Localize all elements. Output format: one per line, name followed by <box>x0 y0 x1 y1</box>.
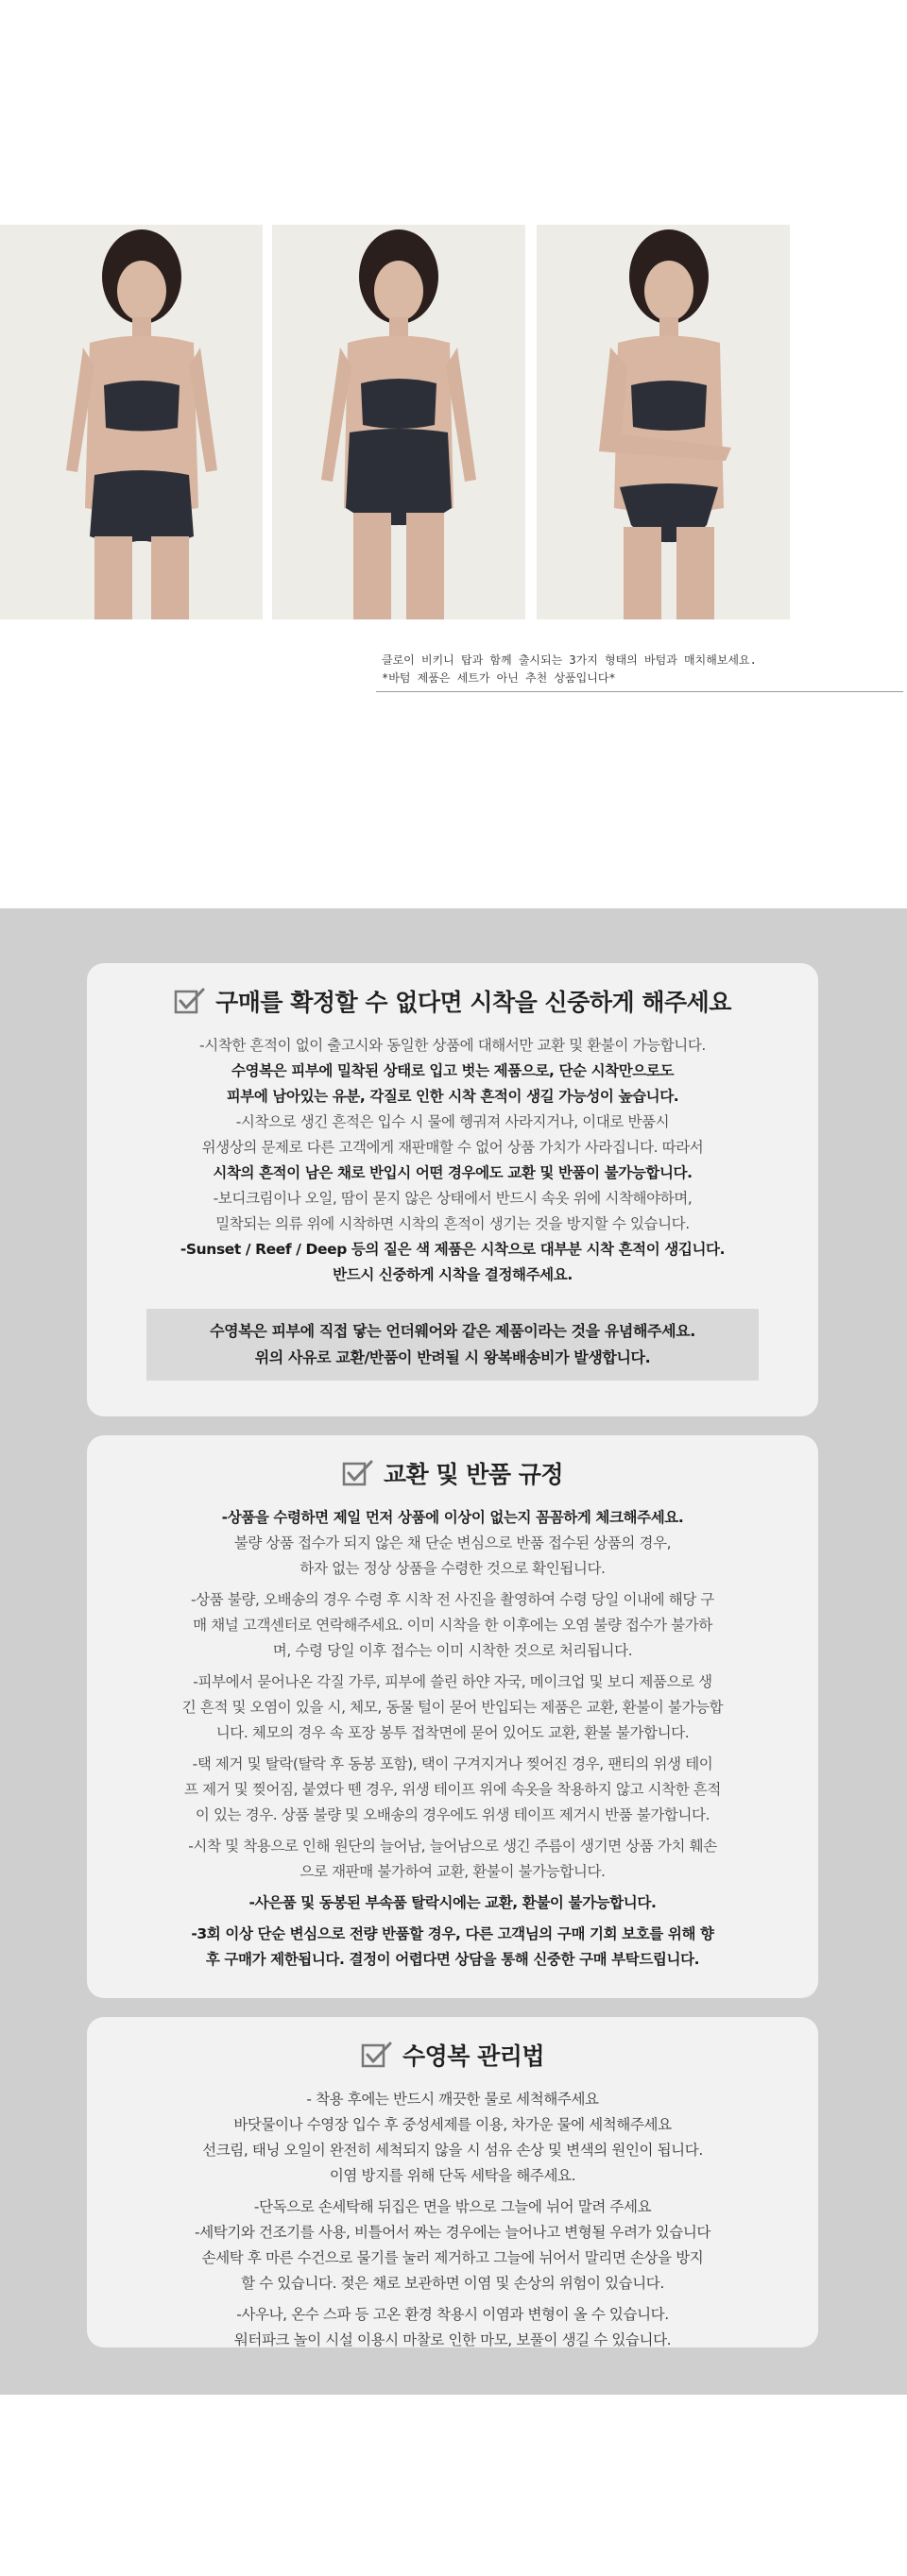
model-photo-boyshort <box>0 225 263 619</box>
care-guide-card <box>87 2017 818 2347</box>
policy-line: -사은품 및 동봉된 부속품 탈락시에는 교환, 환불이 불가능합니다. <box>248 1894 657 1911</box>
trial-line: -보디크림이나 오일, 땀이 묻지 않은 상태에서 반드시 속옷 위에 시착해야하며, <box>213 1190 693 1207</box>
policy-line: 으로 재판매 불가하여 교환, 환불이 불가능합니다. <box>299 1863 606 1880</box>
trial-line: 피부에 남아있는 유분, 각질로 인한 시착 흔적이 생길 가능성이 높습니다. <box>226 1088 679 1105</box>
care-guide-title: 수영복 관리법 <box>402 2042 545 2070</box>
return-policy-card <box>87 1435 818 1998</box>
caption-line-2: *바텀 제품은 세트가 아닌 추천 상품입니다* <box>382 671 616 685</box>
caption-line-1: 클로이 비키니 탑과 함께 출시되는 3가지 형태의 바텀과 매치해보세요. <box>382 653 757 667</box>
trial-line: -시착으로 생긴 흔적은 입수 시 물에 헹궈져 사라지거나, 이대로 반품시 <box>235 1113 670 1130</box>
trial-line: -Sunset / Reef / Deep 등의 짙은 색 제품은 시착으로 대부분 시착 흔적이 생깁니다. <box>180 1241 726 1258</box>
care-line: 이염 방지를 위해 단독 세탁을 해주세요. <box>329 2167 576 2184</box>
model-photo-highwaist <box>272 225 525 619</box>
trial-notice-title: 구매를 확정할 수 없다면 시착을 신중하게 해주세요 <box>215 989 731 1016</box>
caption-divider <box>376 691 903 692</box>
policy-line: 며, 수령 당일 이후 접수는 이미 시착한 것으로 처리됩니다. <box>272 1642 633 1659</box>
return-policy-title: 교환 및 반품 규정 <box>383 1461 564 1488</box>
care-line: 할 수 있습니다. 젖은 채로 보관하면 이염 및 손상의 위험이 있습니다. <box>241 2275 664 2292</box>
model-photo-brief <box>537 225 790 619</box>
trial-highlight-box <box>146 1309 759 1381</box>
highlight-line-2: 위의 사유로 교환/반품이 반려될 시 왕복배송비가 발생합니다. <box>254 1348 651 1366</box>
care-line: 선크림, 태닝 오일이 완전히 세척되지 않을 시 섬유 손상 및 변색의 원인이 됩니다. <box>202 2142 703 2159</box>
return-policy-title-row <box>87 1456 818 1490</box>
policy-line: 긴 흔적 및 오염이 있을 시, 체모, 동물 털이 묻어 반입되는 제품은 교환, 환불이 불가능합 <box>181 1699 724 1716</box>
trial-line: 수영복은 피부에 밀착된 상태로 입고 벗는 제품으로, 단순 시착만으로도 <box>231 1062 675 1079</box>
policy-line: -상품 불량, 오배송의 경우 수령 후 시착 전 사진을 촬영하여 수령 당일 이내에 해당 구 <box>190 1591 714 1608</box>
care-guide-title-row <box>87 2038 818 2072</box>
photo-caption <box>382 652 903 687</box>
policy-line: -택 제거 및 탈락(탈락 후 동봉 포함), 택이 구겨지거나 찢어진 경우, 팬티의 위생 테이 <box>192 1755 713 1772</box>
policy-line: 니다. 체모의 경우 속 포장 봉투 접착면에 묻어 있어도 교환, 환불 불가합니다. <box>215 1724 690 1741</box>
care-guide-body <box>87 2087 818 2353</box>
trial-notice-card <box>87 963 818 1416</box>
policy-line: 후 구매가 제한됩니다. 결정이 어렵다면 상담을 통해 신중한 구매 부탁드립니다. <box>205 1951 700 1968</box>
policy-line: 프 제거 및 찢어짐, 붙였다 뗀 경우, 위생 테이프 위에 속옷을 착용하지 않고 시착한 흔적 <box>184 1781 721 1798</box>
policy-line: -상품을 수령하면 제일 먼저 상품에 이상이 없는지 꼼꼼하게 체크해주세요. <box>221 1509 684 1526</box>
trial-notice-title-row <box>87 984 818 1018</box>
model-photo-row <box>0 225 790 619</box>
care-line: 워터파크 놀이 시설 이용시 마찰로 인한 마모, 보풀이 생길 수 있습니다. <box>233 2331 672 2348</box>
trial-line: 반드시 신중하게 시착을 결정해주세요. <box>333 1266 573 1283</box>
care-line: -세탁기와 건조기를 사용, 비틀어서 짜는 경우에는 늘어나고 변형될 우려가 있습니다 <box>195 2224 710 2241</box>
highlight-line-1: 수영복은 피부에 직접 닿는 언더웨어와 같은 제품이라는 것을 유념해주세요. <box>210 1322 695 1340</box>
return-policy-body <box>87 1505 818 1973</box>
trial-notice-body <box>87 1033 818 1288</box>
trial-line: 위생상의 문제로 다른 고객에게 재판매할 수 없어 상품 가치가 사라집니다. 따라서 <box>201 1139 704 1156</box>
care-line: - 착용 후에는 반드시 깨끗한 물로 세척해주세요 <box>306 2091 599 2108</box>
checkbox-check-icon <box>174 987 206 1015</box>
policy-line: 불량 상품 접수가 되지 않은 채 단순 변심으로 반품 접수된 상품의 경우, <box>233 1534 672 1551</box>
policy-line: 하자 없는 정상 상품을 수령한 것으로 확인됩니다. <box>299 1560 606 1577</box>
checkbox-check-icon <box>342 1459 374 1487</box>
trial-line: 밀착되는 의류 위에 시착하면 시착의 흔적이 생기는 것을 방지할 수 있습니다. <box>215 1215 690 1232</box>
policy-line: -시착 및 착용으로 인해 원단의 늘어남, 늘어남으로 생긴 주름이 생기면 상품 가치 훼손 <box>188 1838 717 1855</box>
care-line: 손세탁 후 마른 수건으로 물기를 눌러 제거하고 그늘에 뉘어서 말리면 손상을 방지 <box>201 2249 704 2266</box>
policy-line: 매 채널 고객센터로 연락해주세요. 이미 시착을 한 이후에는 오염 불량 접수가 불가하 <box>193 1617 712 1634</box>
policy-line: -3회 이상 단순 변심으로 전량 반품할 경우, 다른 고객님의 구매 기회 보호를 위해 향 <box>191 1925 714 1942</box>
care-line: -단독으로 손세탁해 뒤집은 면을 밖으로 그늘에 뉘어 말려 주세요 <box>253 2198 652 2215</box>
checkbox-check-icon <box>361 2041 393 2069</box>
trial-line: -시착한 흔적이 없이 출고시와 동일한 상품에 대해서만 교환 및 환불이 가능합니다. <box>199 1037 706 1054</box>
policy-line: -피부에서 묻어나온 각질 가루, 피부에 쓸린 하얀 자국, 메이크업 및 보디 제품으로 생 <box>193 1673 712 1690</box>
trial-line: 시착의 흔적이 남은 채로 반입시 어떤 경우에도 교환 및 반품이 불가능합니다. <box>213 1164 693 1181</box>
policy-line: 이 있는 경우. 상품 불량 및 오배송의 경우에도 위생 테이프 제거시 반품 불가합니다. <box>195 1806 710 1823</box>
care-line: 바닷물이나 수영장 입수 후 중성세제를 이용, 차가운 물에 세척해주세요 <box>233 2116 672 2133</box>
care-line: -사우나, 온수 스파 등 고온 환경 착용시 이염과 변형이 올 수 있습니다. <box>236 2306 669 2323</box>
